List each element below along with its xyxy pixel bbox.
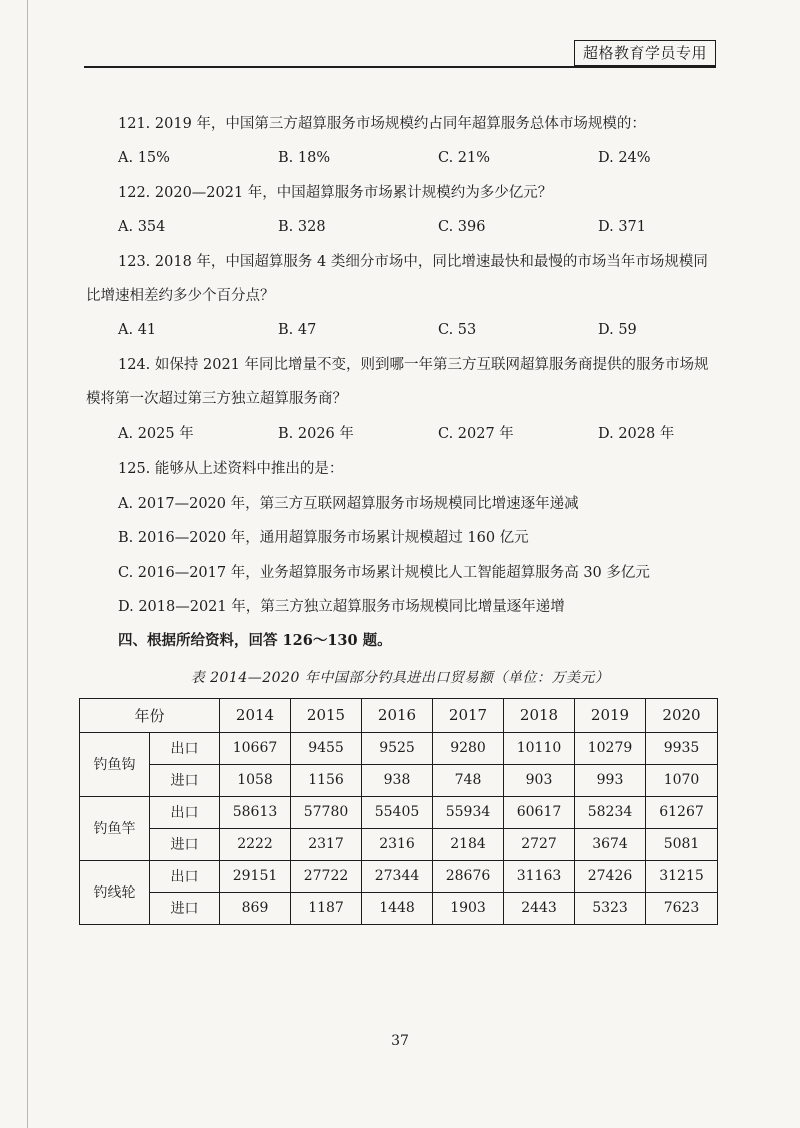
- header-year-label: 年份: [80, 699, 220, 733]
- question-124-stem-line-2: 模将第一次超过第三方独立超算服务商？: [86, 391, 347, 407]
- q121-option-d: D. 24%: [598, 150, 651, 166]
- cell: 10279: [575, 732, 646, 764]
- cell: 3674: [575, 828, 646, 860]
- table-row: [80, 732, 718, 764]
- table-row: [80, 828, 718, 860]
- group-label: 钓鱼竿: [80, 796, 150, 860]
- question-123-stem-line-2: 比增速相差约多少个百分点？: [86, 288, 275, 304]
- cell: 5081: [646, 828, 718, 860]
- q122-option-c: C. 396: [438, 219, 486, 235]
- table-row: [80, 796, 718, 828]
- cell: 9525: [362, 732, 433, 764]
- cell: 27722: [291, 860, 362, 892]
- cell: 9935: [646, 732, 718, 764]
- q123-option-d: D. 59: [598, 322, 637, 338]
- question-123-stem-line-1: 123. 2018 年，中国超算服务 4 类细分市场中，同比增速最快和最慢的市场当年市场规模同: [118, 254, 708, 270]
- q121-option-c: C. 21%: [438, 150, 491, 166]
- cell: 10110: [504, 732, 575, 764]
- header-badge: 超格教育学员专用: [574, 40, 716, 66]
- cell: 29151: [220, 860, 291, 892]
- cell: 748: [433, 764, 504, 796]
- cell: 31215: [646, 860, 718, 892]
- cell: 55405: [362, 796, 433, 828]
- q124-option-b: B. 2026 年: [278, 426, 354, 442]
- cell: 60617: [504, 796, 575, 828]
- group-label: 钓鱼钩: [80, 732, 150, 796]
- header-year: 2016: [362, 699, 433, 733]
- header-year: 2017: [433, 699, 504, 733]
- cell: 1058: [220, 764, 291, 796]
- cell: 2443: [504, 892, 575, 924]
- header-year: 2015: [291, 699, 362, 733]
- cell: 7623: [646, 892, 718, 924]
- cell: 31163: [504, 860, 575, 892]
- cell: 58234: [575, 796, 646, 828]
- cell: 2727: [504, 828, 575, 860]
- cell: 55934: [433, 796, 504, 828]
- question-122-stem: 122. 2020—2021 年，中国超算服务市场累计规模约为多少亿元？: [118, 185, 553, 201]
- q123-option-a: A. 41: [118, 322, 157, 338]
- cell: 1448: [362, 892, 433, 924]
- cell: 10667: [220, 732, 291, 764]
- q124-option-c: C. 2027 年: [438, 426, 514, 442]
- q121-option-a: A. 15%: [118, 150, 170, 166]
- header-rule: [84, 66, 716, 68]
- cell: 9280: [433, 732, 504, 764]
- q124-option-a: A. 2025 年: [118, 426, 194, 442]
- row-type: 进口: [150, 764, 220, 796]
- cell: 2316: [362, 828, 433, 860]
- question-121-stem: 121. 2019 年，中国第三方超算服务市场规模约占同年超算服务总体市场规模的：: [118, 116, 646, 132]
- cell: 2317: [291, 828, 362, 860]
- q121-option-b: B. 18%: [278, 150, 331, 166]
- cell: 1187: [291, 892, 362, 924]
- header-year: 2014: [220, 699, 291, 733]
- page-number: 37: [391, 1033, 409, 1049]
- page-binding-edge: [27, 0, 28, 1128]
- row-type: 进口: [150, 892, 220, 924]
- cell: 1903: [433, 892, 504, 924]
- row-type: 出口: [150, 860, 220, 892]
- q125-option-c: C. 2016—2017 年，业务超算服务市场累计规模比人工智能超算服务高 30 多亿元: [118, 565, 650, 581]
- header-year: 2020: [646, 699, 718, 733]
- cell: 938: [362, 764, 433, 796]
- trade-table: [79, 698, 718, 925]
- cell: 9455: [291, 732, 362, 764]
- header-year: 2018: [504, 699, 575, 733]
- row-type: 出口: [150, 732, 220, 764]
- cell: 58613: [220, 796, 291, 828]
- cell: 993: [575, 764, 646, 796]
- cell: 903: [504, 764, 575, 796]
- q124-option-d: D. 2028 年: [598, 426, 675, 442]
- header-year: 2019: [575, 699, 646, 733]
- q125-option-b: B. 2016—2020 年，通用超算服务市场累计规模超过 160 亿元: [118, 530, 529, 546]
- question-125-stem: 125. 能够从上述资料中推出的是：: [118, 461, 344, 477]
- q123-option-b: B. 47: [278, 322, 317, 338]
- cell: 1156: [291, 764, 362, 796]
- table-header-row: [80, 699, 718, 733]
- section-heading: 四、根据所给资料，回答 126～130 题。: [118, 632, 392, 649]
- q122-option-a: A. 354: [118, 219, 166, 235]
- table-row: [80, 860, 718, 892]
- q123-option-c: C. 53: [438, 322, 477, 338]
- cell: 1070: [646, 764, 718, 796]
- table-row: [80, 764, 718, 796]
- cell: 2184: [433, 828, 504, 860]
- table-row: [80, 892, 718, 924]
- cell: 61267: [646, 796, 718, 828]
- q122-option-d: D. 371: [598, 219, 647, 235]
- cell: 2222: [220, 828, 291, 860]
- cell: 5323: [575, 892, 646, 924]
- question-124-stem-line-1: 124. 如保持 2021 年同比增量不变，则到哪一年第三方互联网超算服务商提供的服务市场规: [118, 357, 709, 373]
- cell: 27344: [362, 860, 433, 892]
- group-label: 钓线轮: [80, 860, 150, 924]
- row-type: 出口: [150, 796, 220, 828]
- cell: 27426: [575, 860, 646, 892]
- q125-option-d: D. 2018—2021 年，第三方独立超算服务市场规模同比增量逐年递增: [118, 599, 565, 615]
- cell: 57780: [291, 796, 362, 828]
- table-caption: 表 2014—2020 年中国部分钓具进出口贸易额（单位：万美元）: [190, 670, 610, 686]
- q125-option-a: A. 2017—2020 年，第三方互联网超算服务市场规模同比增速逐年递减: [118, 496, 579, 512]
- q122-option-b: B. 328: [278, 219, 326, 235]
- cell: 28676: [433, 860, 504, 892]
- row-type: 进口: [150, 828, 220, 860]
- cell: 869: [220, 892, 291, 924]
